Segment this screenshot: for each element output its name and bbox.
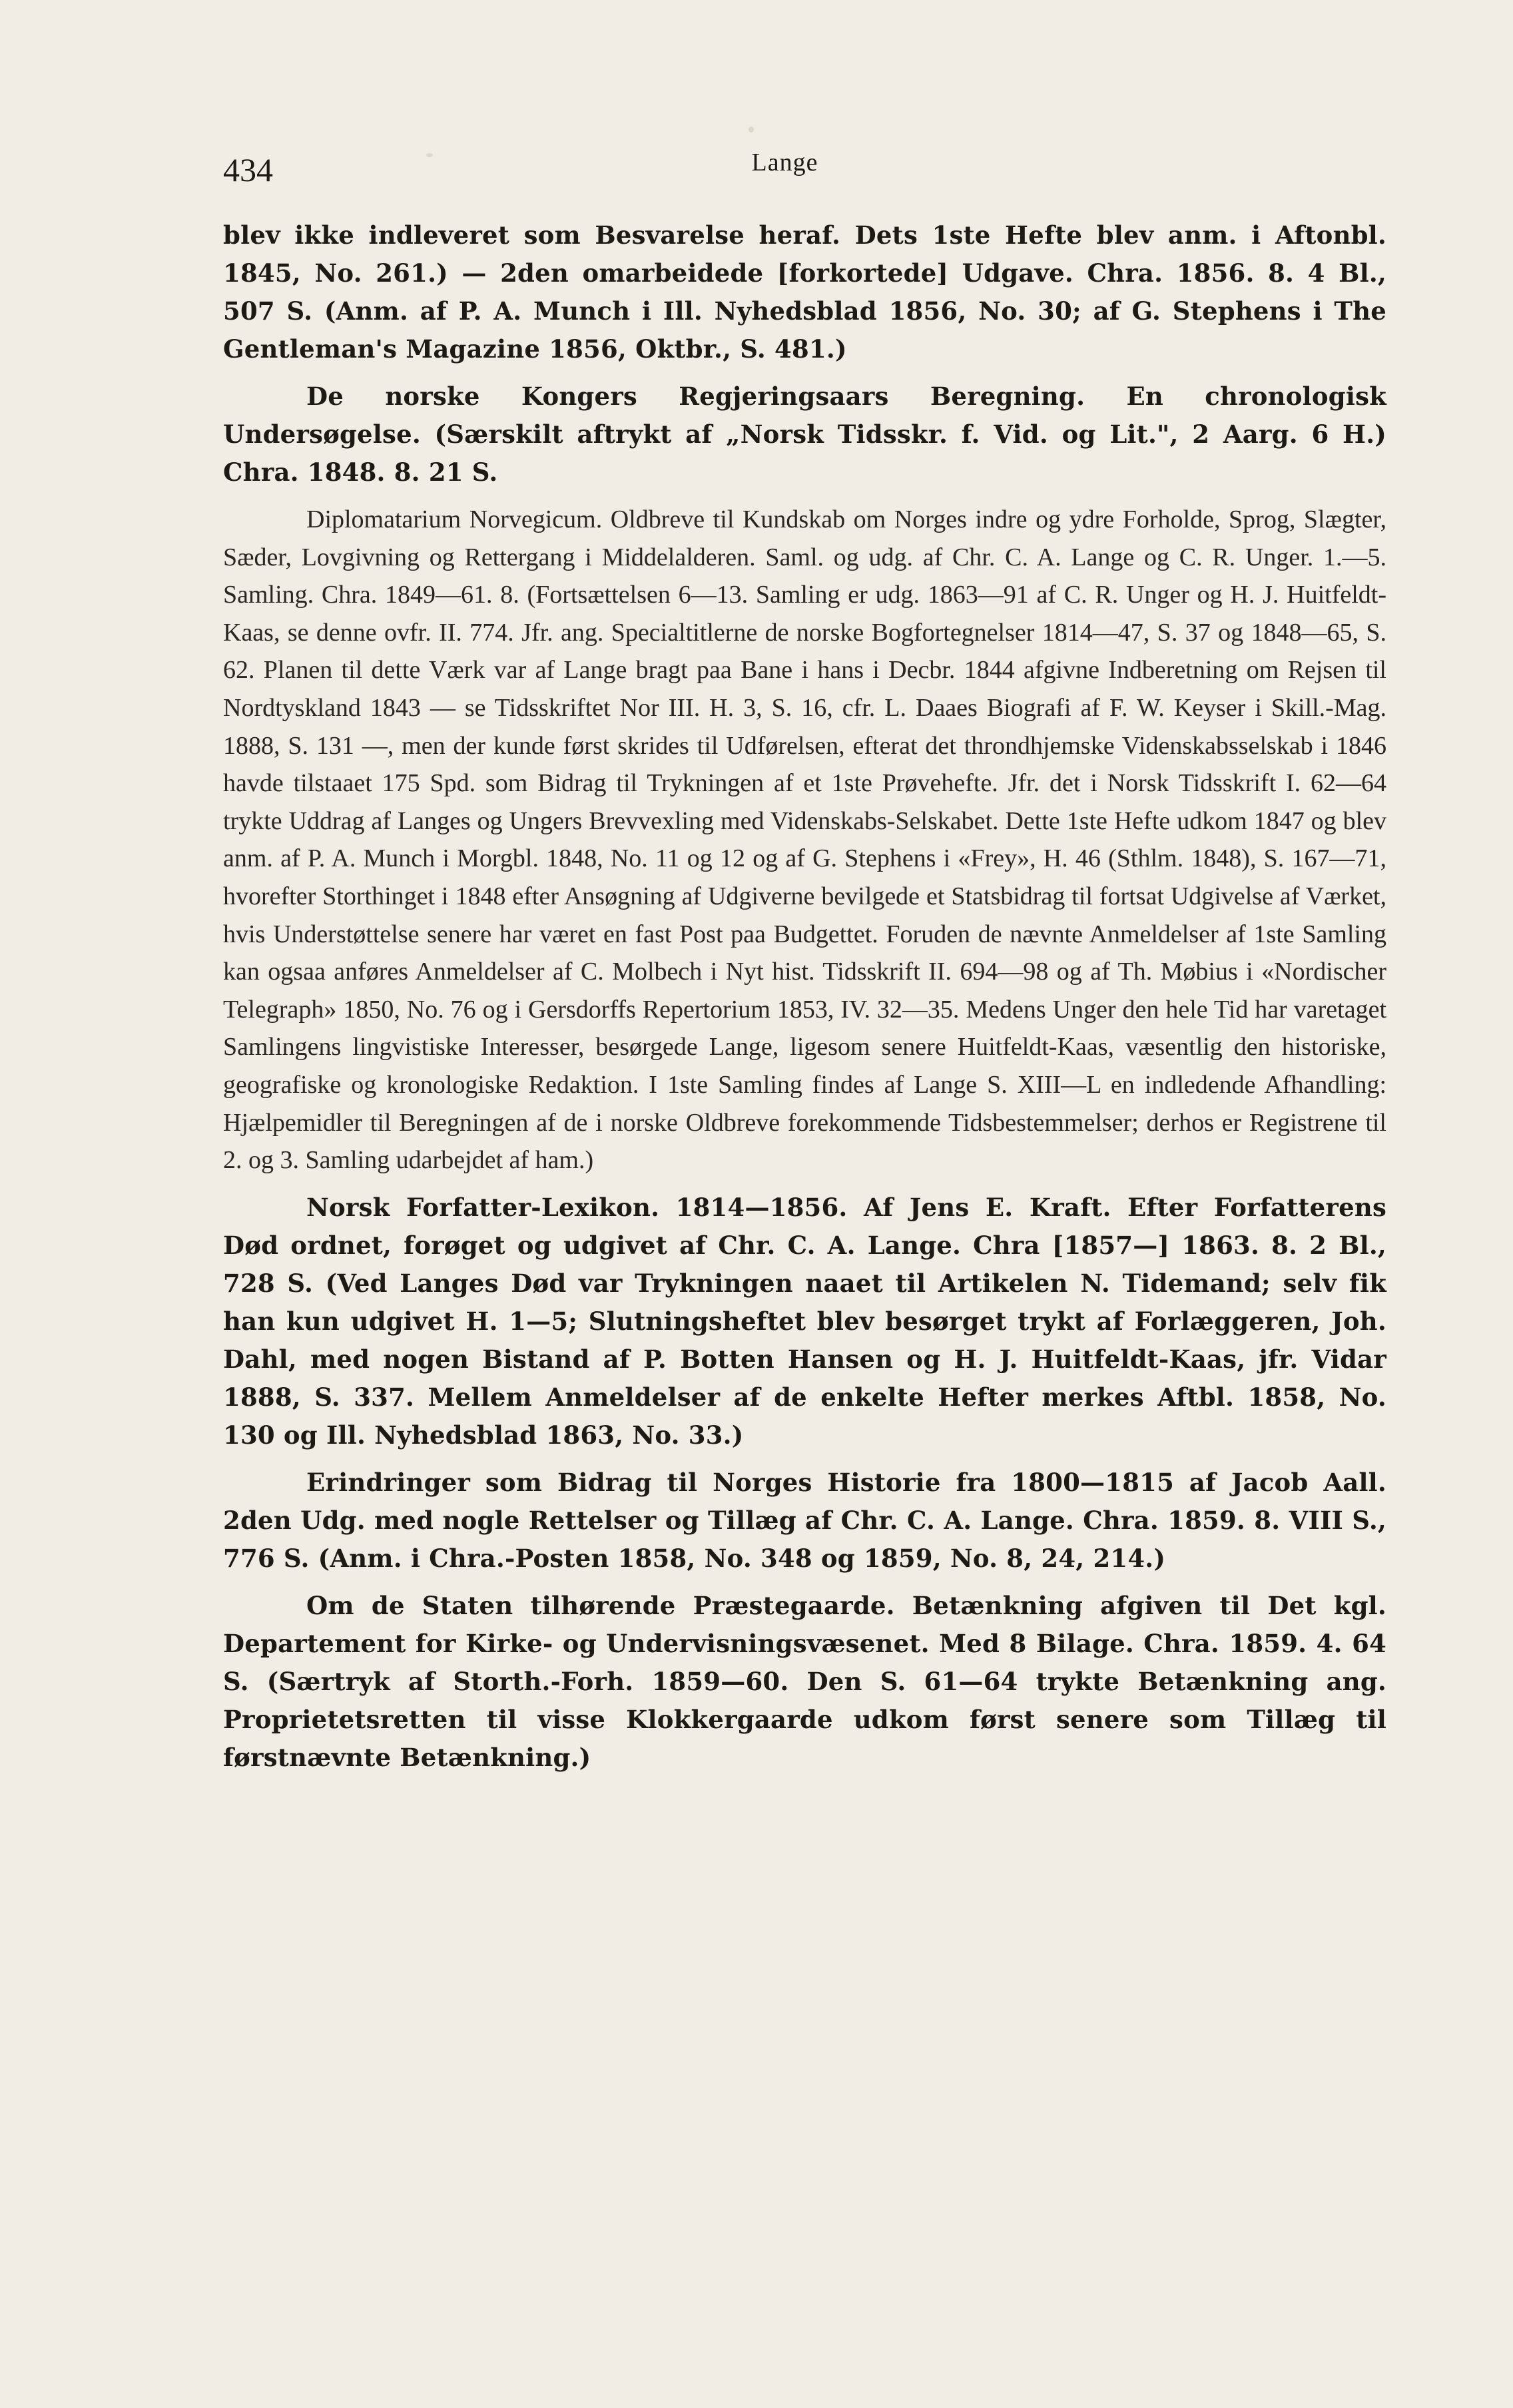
page-header: [223, 145, 1347, 198]
running-head: Lange: [751, 149, 818, 176]
entry-text: blev ikke indleveret som Besvarelse heraf. Dets 1ste Hefte blev anm. i Aftonbl. 1845, No. 261.) — 2den omarbeidede [forkortede] Udgave. Chra. 1856. 8. 4 Bl., 507 S. (Anm. af P. A. Munch i Ill. Nyhedsblad 1856, No. 30; af G. Stephens i The Gentleman's Magazine 1856, Oktbr., S. 481.): [223, 220, 1386, 364]
entry-text: Erindringer som Bidrag til Norges Historie fra 1800—1815 af Jacob Aall. 2den Udg. med nogle Rettelser og Tillæg af Chr. C. A. Lange. Chra. 1859. 8. VIII S., 776 S. (Anm. i Chra.-Posten 1858, No. 348 og 1859, No. 8, 24, 214.): [223, 1467, 1386, 1573]
entry-praestegaarde: [223, 1587, 1386, 1777]
entry-gentlemans-magazine: [223, 216, 1386, 368]
entry-kongers-regjeringsaars: [223, 378, 1386, 491]
entry-text: Om de Staten tilhørende Præstegaarde. Betænkning afgiven til Det kgl. Departement for Kirke- og Undervisningsvæsenet. Med 8 Bilage. Chra. 1859. 4. 64 S. (Særtryk af Storth.-Forh. 1859—60. Den S. 61—64 trykte Betænkning ang. Proprietetsretten til visse Klokkergaarde udkom først senere som Tillæg til førstnævnte Betænkning.): [223, 1590, 1386, 1772]
entry-diplomatarium-norvegicum: [223, 501, 1386, 1179]
page-body: [223, 216, 1386, 1786]
entry-forfatter-lexikon: [223, 1189, 1386, 1454]
entry-text: De norske Kongers Regjeringsaars Beregning. En chronologisk Undersøgelse. (Særskilt aftrykt af „Norsk Tidsskr. f. Vid. og Lit.", 2 Aarg. 6 H.) Chra. 1848. 8. 21 S.: [223, 382, 1386, 487]
paper-stain: [749, 127, 754, 133]
entry-erindringer: [223, 1464, 1386, 1578]
entry-text: Diplomatarium Norvegicum. Oldbreve til Kundskab om Norges indre og ydre Forholde, Sprog, Slægter, Sæder, Lovgivning og Rettergang i Middelalderen. Saml. og udg. af Chr. C. A. Lange og C. R. Unger. 1.—5. Samling. Chra. 1849—61. 8. (Fortsættelsen 6—13. Samling er udg. 1863—91 af C. R. Unger og H. J. Huitfeldt-Kaas, se denne ovfr. II. 774. Jfr. ang. Specialtitlerne de norske Bogfortegnelser 1814—47, S. 37 og 1848—65, S. 62. Planen til dette Værk var af Lange bragt paa Bane i hans i Decbr. 1844 afgivne Indberetning om Rejsen til Nordtyskland 1843 — se Tidsskriftet Nor III. H. 3, S. 16, cfr. L. Daaes Biografi af F. W. Keyser i Skill.-Mag. 1888, S. 131 —, men der kunde først skrides til Udførelsen, efterat det throndhjemske Videnskabsselskab i 1846 havde tilstaaet 175 Spd. som Bidrag til Trykningen af et 1ste Prøvehefte. Jfr. det i Norsk Tidsskrift I. 62—64 trykte Uddrag af Langes og Ungers Brevvexling med Videnskabs-Selskabet. Dette 1ste Hefte udkom 1847 og blev anm. af P. A. Munch i Morgbl. 1848, No. 11 og 12 og af G. Stephens i «Frey», H. 46 (Sthlm. 1848), S. 167—71, hvorefter Storthinget i 1848 efter Ansøgning af Udgiverne bevilgede et Statsbidrag til fortsat Udgivelse af Værket, hvis Understøttelse senere har været en fast Post paa Budgettet. Foruden de nævnte Anmeldelser af 1ste Samling kan ogsaa anføres Anmeldelser af C. Molbech i Nyt hist. Tidsskrift II. 694—98 og af Th. Møbius i «Nordischer Telegraph» 1850, No. 76 og i Gersdorffs Repertorium 1853, IV. 32—35. Medens Unger den hele Tid har varetaget Samlingens lingvistiske Interesser, besørgede Lange, ligesom senere Huitfeldt-Kaas, væsentlig den historiske, geografiske og kronologiske Redaktion. I 1ste Samling findes af Lange S. XIII—L en indledende Afhandling: Hjælpemidler til Beregningen af de i norske Oldbreve forekommende Tidsbestemmelser; derhos er Registrene til 2. og 3. Samling udarbejdet af ham.): [223, 505, 1386, 1175]
entry-text: Norsk Forfatter-Lexikon. 1814—1856. Af Jens E. Kraft. Efter Forfatterens Død ordnet, forøget og udgivet af Chr. C. A. Lange. Chra [1857—] 1863. 8. 2 Bl., 728 S. (Ved Langes Død var Trykningen naaet til Artikelen N. Tidemand; selv fik han kun udgivet H. 1—5; Slutningsheftet blev besørget trykt af Forlæggeren, Joh. Dahl, med nogen Bistand af P. Botten Hansen og H. J. Huitfeldt-Kaas, jfr. Vidar 1888, S. 337. Mellem Anmeldelser af de enkelte Hefter merkes Aftbl. 1858, No. 130 og Ill. Nyhedsblad 1863, No. 33.): [223, 1192, 1386, 1450]
page-number: 434: [223, 151, 273, 188]
